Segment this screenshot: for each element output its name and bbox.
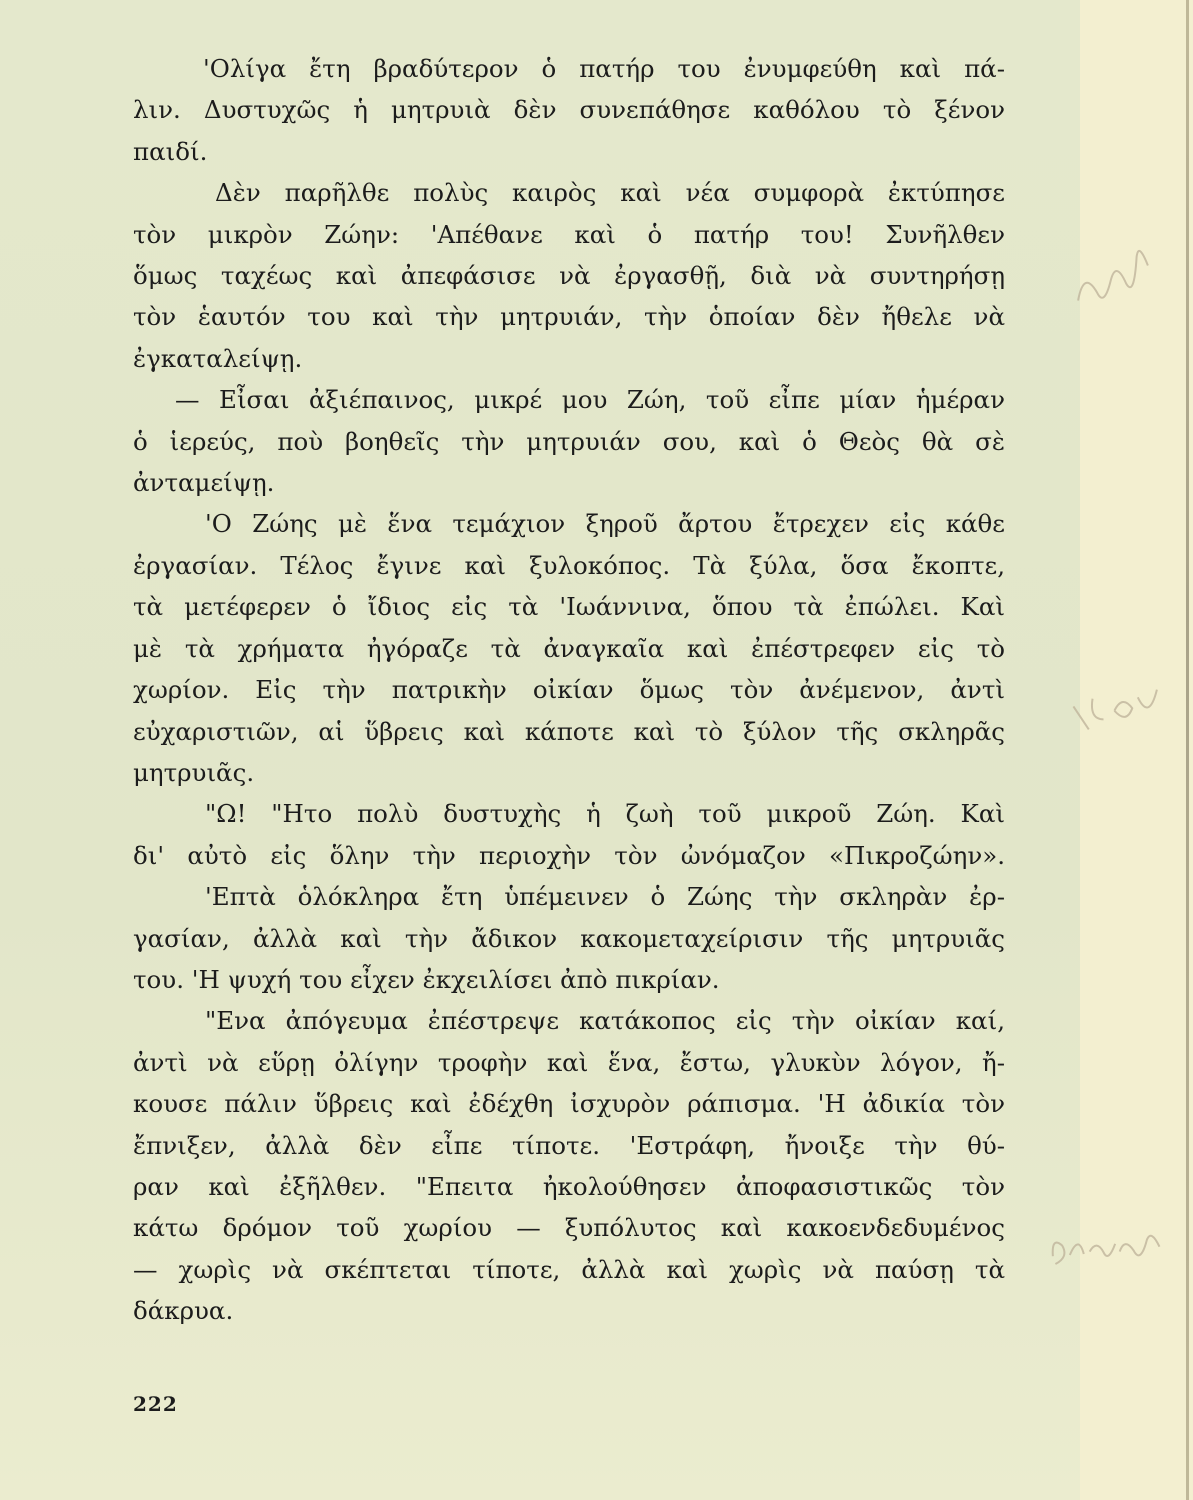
pencil-scribble-1 xyxy=(1067,244,1166,326)
paragraph-5 xyxy=(133,793,1005,876)
text-line: ἐγκαταλείψῃ. xyxy=(133,343,303,373)
margin-pencil-scribble xyxy=(1067,244,1167,336)
paragraph-3 xyxy=(133,379,1005,503)
text-line: μὲ τὰ χρήματα ἠγόραζε τὰ ἀναγκαῖα καὶ ἐπέστρεφεν εἰς τὸ xyxy=(133,633,1005,663)
text-line: ἀνταμείψῃ. xyxy=(133,468,275,498)
text-line: "Ενα ἀπόγευμα ἐπέστρεψε κατάκοπος εἰς τὴν οἰκίαν καί, xyxy=(205,1006,1005,1036)
body-text xyxy=(133,48,1005,1332)
margin-pencil-scribble xyxy=(1046,1218,1180,1295)
pencil-scribble-3 xyxy=(1046,1218,1180,1287)
text-line: 'Επτὰ ὁλόκληρα ἔτη ὑπέμεινεν ὁ Ζώης τὴν σκληρὰν ἐρ- xyxy=(205,882,1005,912)
paragraph-2 xyxy=(133,172,1005,379)
text-line: τὸν μικρὸν Ζώην: 'Απέθανε καὶ ὁ πατήρ του! Συνῆλθεν xyxy=(133,219,1005,249)
page-number: 222 xyxy=(133,1392,178,1416)
text-line: εὐχαριστιῶν, αἱ ὕβρεις καὶ κάποτε καὶ τὸ ξύλον τῆς σκληρᾶς xyxy=(133,716,1005,746)
text-line: δάκρυα. xyxy=(133,1296,234,1326)
page-edge-shadow xyxy=(1186,0,1189,1500)
text-line: κουσε πάλιν ὕβρεις καὶ ἐδέχθη ἰσχυρὸν ράπισμα. 'Η ἀδικία τὸν xyxy=(133,1089,1005,1119)
text-line: παιδί. xyxy=(133,136,208,166)
text-line: ὅμως ταχέως καὶ ἀπεφάσισε νὰ ἐργασθῇ, διὰ νὰ συντηρήσῃ xyxy=(133,261,1005,291)
text-line: τὸν ἑαυτόν του καὶ τὴν μητρυιάν, τὴν ὁποίαν δὲν ἤθελε νὰ xyxy=(133,302,1005,332)
text-line: τὰ μετέφερεν ὁ ἴδιος εἰς τὰ 'Ιωάννινα, ὅπου τὰ ἐπώλει. Καὶ xyxy=(133,592,1005,622)
text-line: ἀντὶ νὰ εὕρῃ ὀλίγην τροφὴν καὶ ἕνα, ἔστω, γλυκὺν λόγον, ἤ- xyxy=(133,1047,1005,1077)
pencil-scribble-2 xyxy=(1066,673,1173,746)
text-line: χωρίον. Εἰς τὴν πατρικὴν οἰκίαν ὅμως τὸν ἀνέμενον, ἀντὶ xyxy=(133,675,1005,705)
text-line: 'Ο Ζώης μὲ ἕνα τεμάχιον ξηροῦ ἄρτου ἔτρεχεν εἰς κάθε xyxy=(205,509,1005,539)
text-line: Δὲν παρῆλθε πολὺς καιρὸς καὶ νέα συμφορὰ ἐκτύπησε xyxy=(215,178,1005,208)
text-line: λιν. Δυστυχῶς ἡ μητρυιὰ δὲν συνεπάθησε καθόλου τὸ ξένον xyxy=(133,95,1005,125)
text-line: μητρυιᾶς. xyxy=(133,757,255,787)
paragraph-4 xyxy=(133,503,1005,793)
margin-pencil-scribble xyxy=(1066,673,1175,755)
text-line: "Ω! "Ητο πολὺ δυστυχὴς ἡ ζωὴ τοῦ μικροῦ Ζώη. Καὶ xyxy=(205,799,1005,829)
text-line: κάτω δρόμον τοῦ χωρίου — ξυπόλυτος καὶ κακοενδεδυμένος xyxy=(133,1213,1005,1243)
text-line: 'Ολίγα ἔτη βραδύτερον ὁ πατήρ του ἐνυμφεύθη καὶ πά- xyxy=(203,54,1005,83)
text-line: ἐργασίαν. Τέλος ἔγινε καὶ ξυλοκόπος. Τὰ ξύλα, ὅσα ἔκοπτε, xyxy=(133,550,1005,580)
text-line: ἔπνιξεν, ἀλλὰ δὲν εἶπε τίποτε. 'Εστράφη, ἤνοιξε τὴν θύ- xyxy=(133,1130,1005,1160)
text-line: του. 'Η ψυχή του εἶχεν ἐκχειλίσει ἀπὸ πικρίαν. xyxy=(133,964,720,994)
text-line: γασίαν, ἀλλὰ καὶ τὴν ἄδικον κακομεταχείρισιν τῆς μητρυιᾶς xyxy=(133,923,1005,953)
paragraph-1 xyxy=(133,48,1005,172)
text-line: — Εἶσαι ἀξιέπαινος, μικρέ μου Ζώη, τοῦ εἶπε μίαν ἡμέραν xyxy=(175,385,1005,415)
paragraph-7 xyxy=(133,1000,1005,1331)
text-line: ὁ ἱερεύς, ποὺ βοηθεῖς τὴν μητρυιάν σου, καὶ ὁ Θεὸς θὰ σὲ xyxy=(133,426,1005,456)
text-line: ραν καὶ ἐξῆλθεν. "Επειτα ἠκολούθησεν ἀποφασιστικῶς τὸν xyxy=(133,1171,1005,1201)
text-line: — χωρὶς νὰ σκέπτεται τίποτε, ἀλλὰ καὶ χωρὶς νὰ παύσῃ τὰ xyxy=(133,1254,1005,1284)
paragraph-6 xyxy=(133,876,1005,1000)
text-line: δι' αὐτὸ εἰς ὅλην τὴν περιοχὴν τὸν ὠνόμαζον «Πικροζώην». xyxy=(133,840,1005,870)
